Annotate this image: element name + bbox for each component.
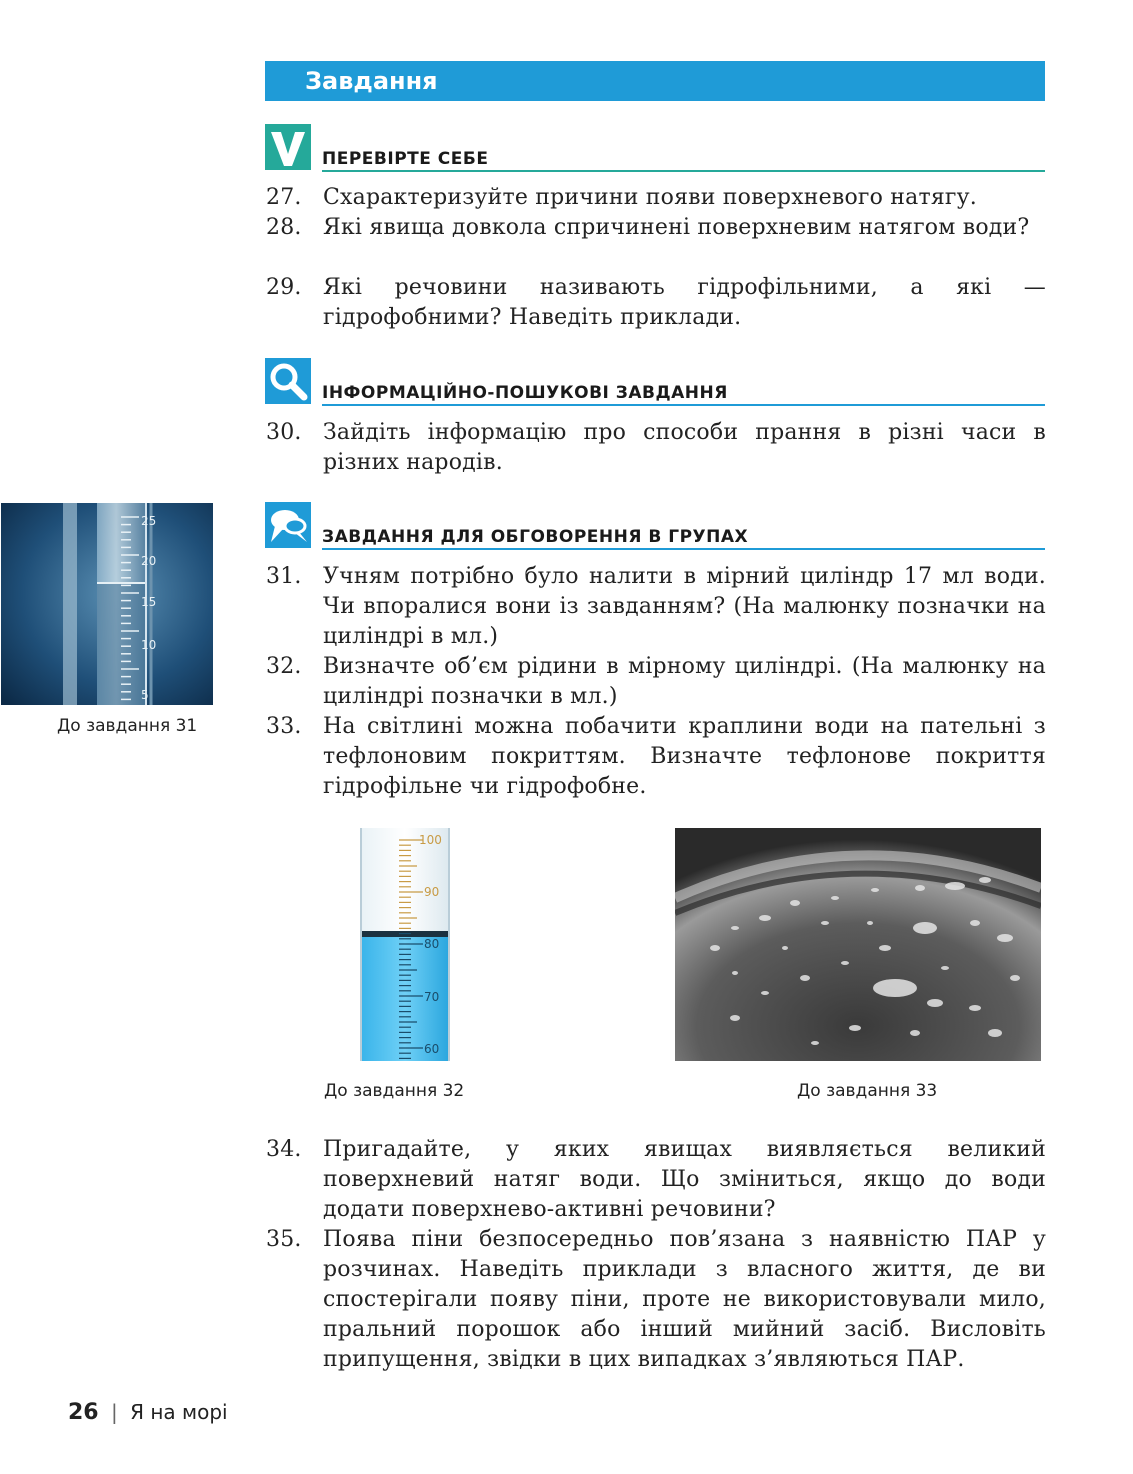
task-text: Які явища довкола спричинені поверхневим натягом води? — [323, 215, 1030, 240]
section-group-discussion — [265, 502, 1045, 550]
task-31 — [266, 562, 1046, 652]
page-footer — [68, 1400, 228, 1425]
task-27 — [266, 183, 1046, 213]
section-title-check: ПЕРЕВІРТЕ СЕБЕ — [322, 149, 489, 169]
checkmark-icon — [265, 124, 311, 170]
scale-label-70: 70 — [424, 990, 440, 1004]
magnifier-icon — [265, 358, 311, 404]
water-droplet — [831, 896, 839, 900]
task-text: Зайдіть інформацію про способи прання в різні часи в різних народів. — [323, 420, 1046, 475]
task-number: 34. — [266, 1137, 302, 1162]
water-droplet — [871, 888, 879, 892]
water-droplet — [969, 1005, 981, 1011]
water-droplet — [800, 975, 810, 981]
page-number: 26 — [68, 1400, 99, 1425]
section-search-tasks — [265, 358, 1045, 406]
water-droplet — [849, 1025, 861, 1031]
task-text: Учням потрібно було налити в мірний циліндр 17 мл води. Чи впоралися вони із завданням? (На малюнку позначки на циліндрі в мл.) — [323, 564, 1046, 649]
scale-label-90: 90 — [424, 885, 440, 899]
water-droplet — [1010, 975, 1020, 981]
scale-label-100: 100 — [419, 833, 442, 847]
task-text: Визначте об’єм рідини в мірному циліндрі. (На малюнку на циліндрі позначки в мл.) — [323, 654, 1046, 709]
water-droplet — [710, 945, 720, 951]
section-divider — [322, 404, 1045, 406]
scale-label-60: 60 — [424, 1042, 440, 1056]
water-droplet — [821, 921, 829, 925]
task-35 — [266, 1225, 1046, 1375]
water-droplet — [730, 1015, 740, 1021]
task-number: 30. — [266, 420, 302, 445]
scale-label-10: 10 — [141, 638, 157, 652]
water-droplet — [941, 966, 949, 970]
section-divider — [322, 548, 1045, 550]
water-droplet — [761, 991, 769, 995]
task-30 — [266, 418, 1046, 478]
task-text: Схарактеризуйте причини появи поверхневого натягу. — [323, 185, 977, 210]
tasks-banner — [265, 61, 1045, 101]
task-number: 32. — [266, 654, 302, 679]
banner-title: Завдання — [305, 67, 438, 95]
water-droplet — [879, 945, 891, 951]
water-droplet — [841, 961, 849, 965]
book-title: Я на морі — [130, 1400, 228, 1424]
footer-separator: | — [110, 1400, 118, 1424]
scale-label-20: 20 — [141, 554, 157, 568]
pan-droplets-image — [675, 828, 1041, 1061]
section-divider — [322, 170, 1045, 172]
water-droplet — [782, 946, 788, 950]
water-droplet — [867, 921, 873, 925]
water-droplet — [913, 922, 937, 934]
scale-label-15: 15 — [141, 595, 157, 609]
scale-label-5: 5 — [141, 688, 149, 702]
task-number: 31. — [266, 564, 302, 589]
task-text: Які речовини називають гідрофільними, а які — гідрофобними? Наведіть приклади. — [323, 275, 1046, 330]
water-droplet — [979, 877, 991, 883]
task-number: 27. — [266, 185, 302, 210]
task-text: Пригадайте, у яких явищах виявляється великий поверхневий натяг води. Що зміниться, якщо до води додати поверхнево-активні речовини? — [323, 1137, 1046, 1222]
section-title-discussion: ЗАВДАННЯ ДЛЯ ОБГОВОРЕННЯ В ГРУПАХ — [322, 527, 749, 547]
task-34 — [266, 1135, 1046, 1225]
task-number: 35. — [266, 1227, 302, 1252]
task-text: На світлині можна побачити краплини води на пательні з тефлоновим покриттям. Визначте тефлонове покриття гідрофільне чи гідрофобне. — [323, 714, 1046, 799]
water-droplet — [970, 920, 980, 926]
cylinder-photo-image — [1, 503, 213, 705]
task-33 — [266, 712, 1046, 802]
water-droplet — [945, 882, 965, 890]
task-28 — [266, 213, 1046, 243]
task-number: 33. — [266, 714, 302, 739]
task-number: 29. — [266, 275, 302, 300]
figure-31-caption: До завдання 31 — [57, 716, 198, 736]
water-droplet — [811, 1041, 819, 1045]
scale-label-80: 80 — [424, 937, 440, 951]
water-droplet — [873, 979, 917, 997]
figure-33-pan-droplets-photo — [675, 828, 1041, 1061]
task-number: 28. — [266, 215, 302, 240]
figure-32-caption: До завдання 32 — [324, 1081, 465, 1101]
water-droplet — [759, 915, 771, 921]
water-droplet — [910, 1030, 920, 1036]
water-droplet — [731, 926, 739, 930]
scale-label-25: 25 — [141, 514, 157, 528]
figure-32-graduated-cylinder — [359, 828, 453, 1061]
section-check-yourself — [265, 124, 1045, 172]
task-text: Поява піни безпосередньо пов’язана з наявністю ПАР у розчинах. Наведіть приклади з власного життя, де ви спостерігали появу піни, проте не використовували мило, пральний порошок або інший мийний засіб. Висловіть припущення, звідки в цих випадках з’являються ПАР. — [323, 1227, 1046, 1372]
speech-bubbles-icon — [265, 502, 311, 548]
water-droplet — [790, 900, 800, 906]
figure-31-cylinder-photo — [1, 503, 213, 705]
section-title-search: ІНФОРМАЦІЙНО-ПОШУКОВІ ЗАВДАННЯ — [322, 383, 728, 403]
water-droplet — [997, 934, 1013, 942]
water-droplet — [927, 999, 943, 1007]
water-droplet — [732, 971, 738, 975]
task-32 — [266, 652, 1046, 712]
water-droplet — [988, 1029, 1002, 1037]
figure-33-caption: До завдання 33 — [797, 1081, 938, 1101]
water-droplet — [915, 885, 925, 891]
task-29 — [266, 273, 1046, 333]
graduated-cylinder-image — [359, 828, 453, 1061]
